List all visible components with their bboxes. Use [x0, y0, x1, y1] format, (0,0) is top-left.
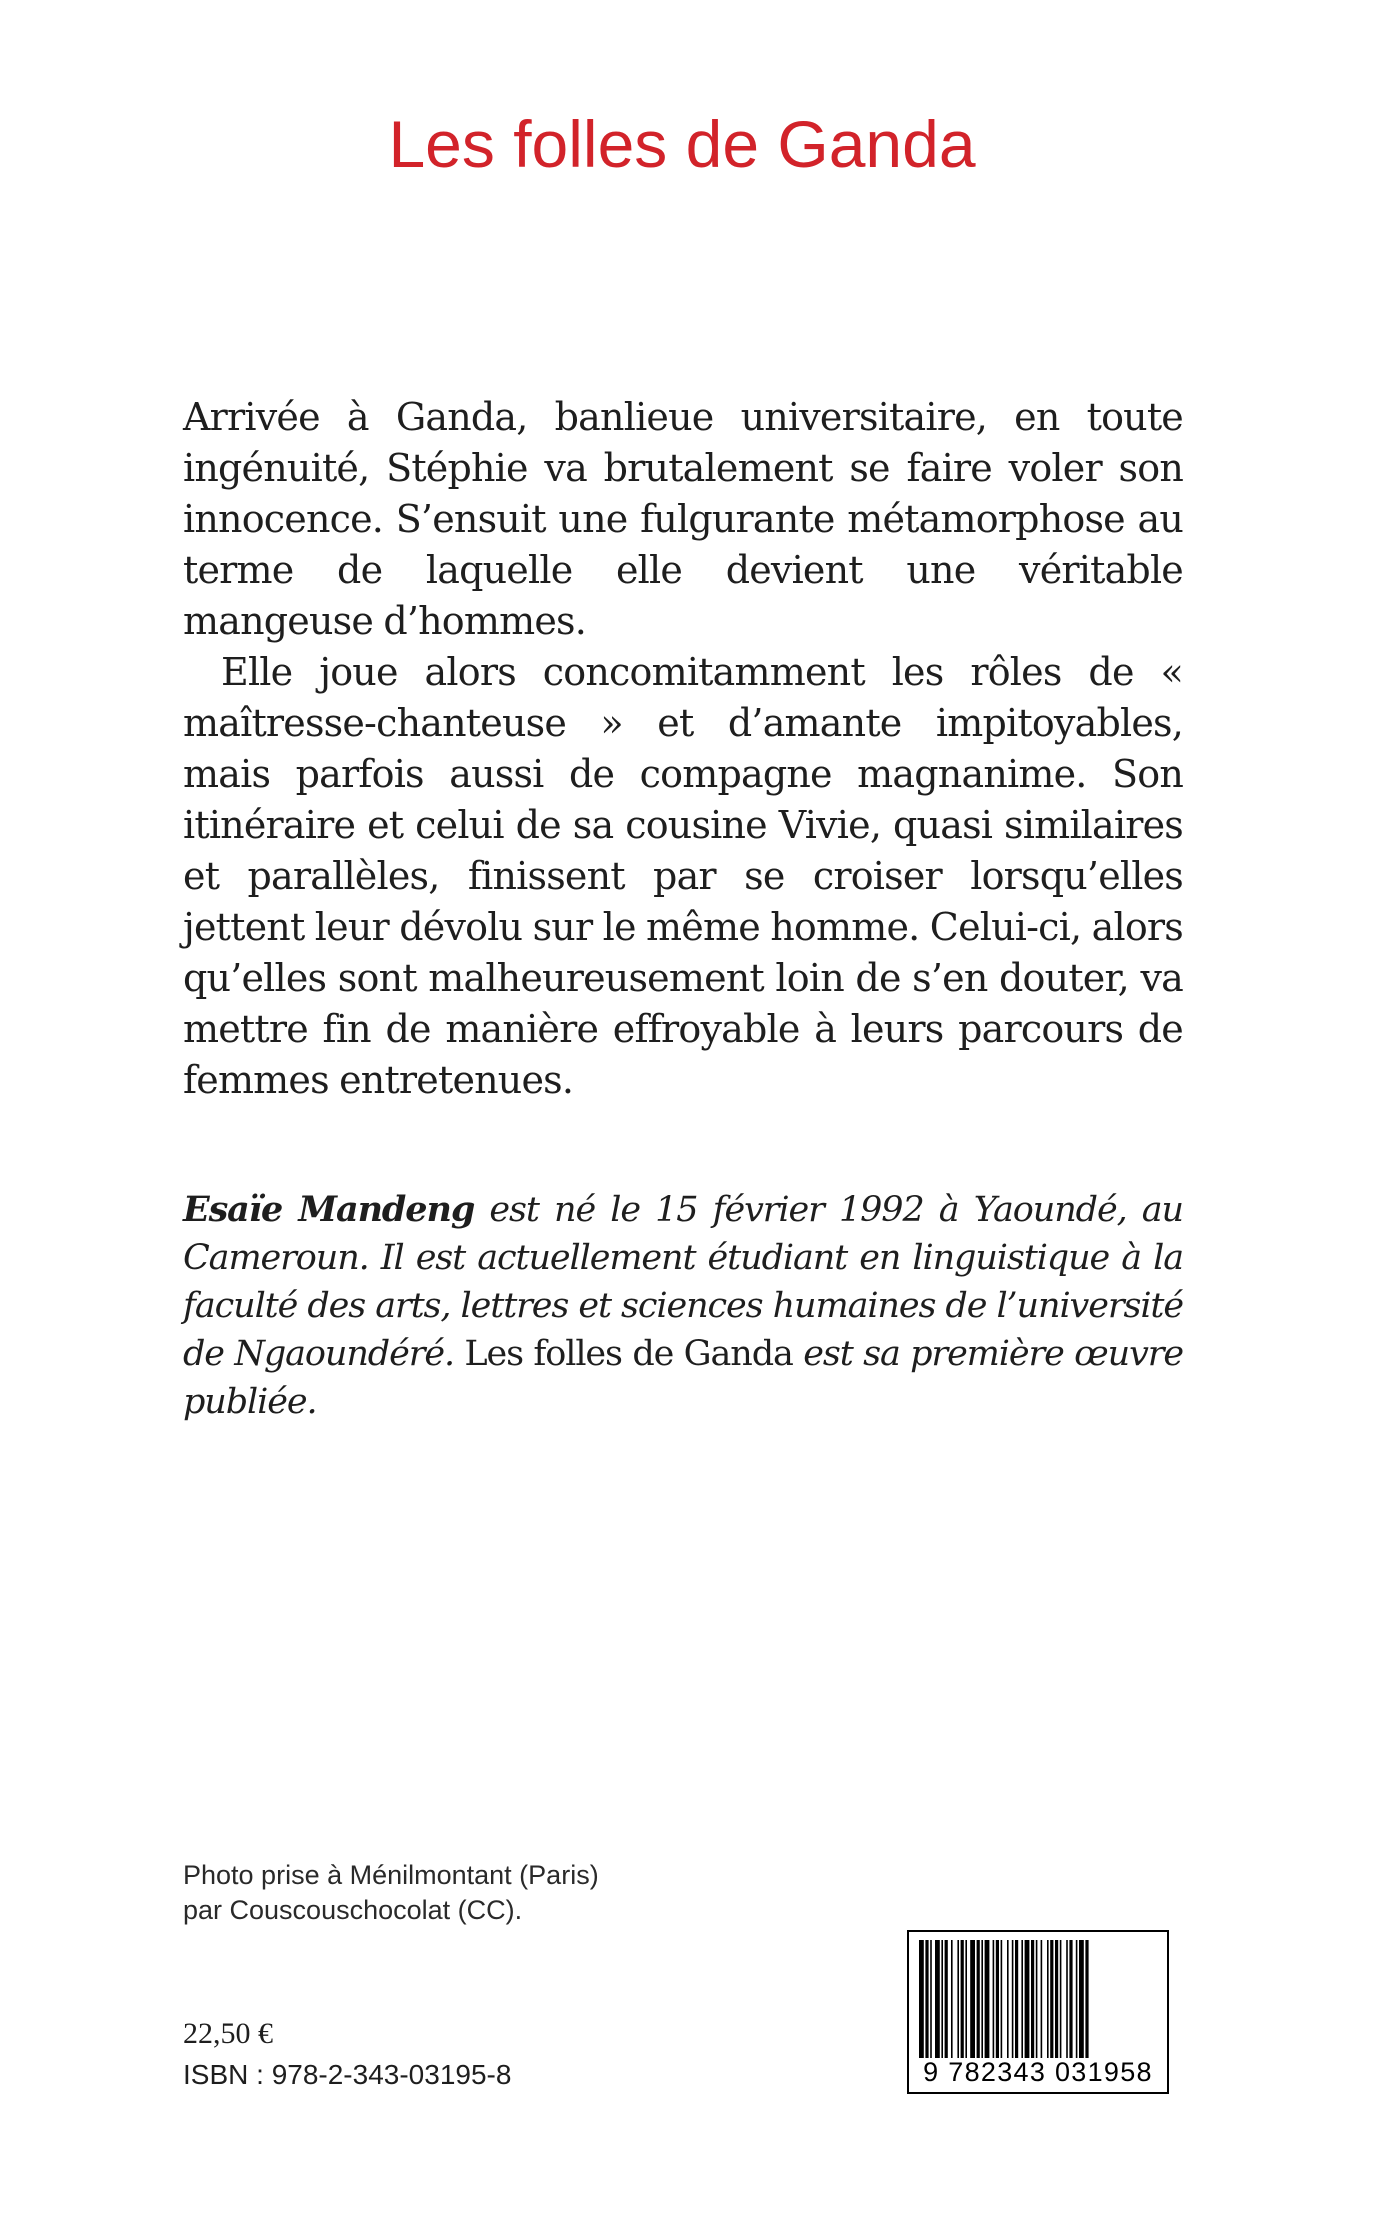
bio-book-title: Les folles de Ganda [464, 1334, 793, 1374]
synopsis-paragraph: Elle joue alors concomitamment les rôles de « maîtresse-chanteuse » et d’amante impitoyables, mais parfois aussi de compagne magnanime. Son itinéraire et celui de sa cousine Vivie, quasi similaires et parallèles, finissent par se croiser lorsqu’elles jettent leur dévolu sur le même homme. Celui-ci, alors qu’elles sont malheureusement loin de s’en douter, va mettre fin de manière effroyable à leurs parcours de femmes entretenues. [183, 650, 1183, 1102]
bio-text: est né le 15 février 1992 à Yaoundé, au Cameroun. Il est actuellement étudiant en linguistique à la faculté des arts, lettres et sciences humaines de l’université de Ngaoundéré. [183, 1190, 1183, 1374]
author-name: Esaïe Mandeng [183, 1189, 475, 1230]
price: 22,50 € [183, 2017, 273, 2050]
synopsis [183, 392, 1183, 1106]
bio-text: est sa première œuvre publiée. [183, 1334, 1183, 1422]
barcode [907, 1930, 1169, 2094]
barcode-bars-icon [917, 1940, 1161, 2058]
author-bio [183, 1186, 1183, 1426]
synopsis-paragraph: Arrivée à Ganda, banlieue universitaire, en toute ingénuité, Stéphie va brutalement se faire voler son innocence. S’ensuit une fulgurante métamorphose au terme de laquelle elle devient une véritable mangeuse d’hommes. [183, 395, 1183, 643]
photo-credit [183, 1858, 599, 1928]
isbn: ISBN : 978-2-343-03195-8 [183, 2059, 512, 2090]
barcode-digits: 9 782343 031958 [923, 2057, 1153, 2087]
photo-credit-line: Photo prise à Ménilmontant (Paris) [183, 1860, 599, 1890]
book-title: Les folles de Ganda [388, 107, 976, 181]
photo-credit-line: par Couscouschocolat (CC). [183, 1895, 523, 1925]
